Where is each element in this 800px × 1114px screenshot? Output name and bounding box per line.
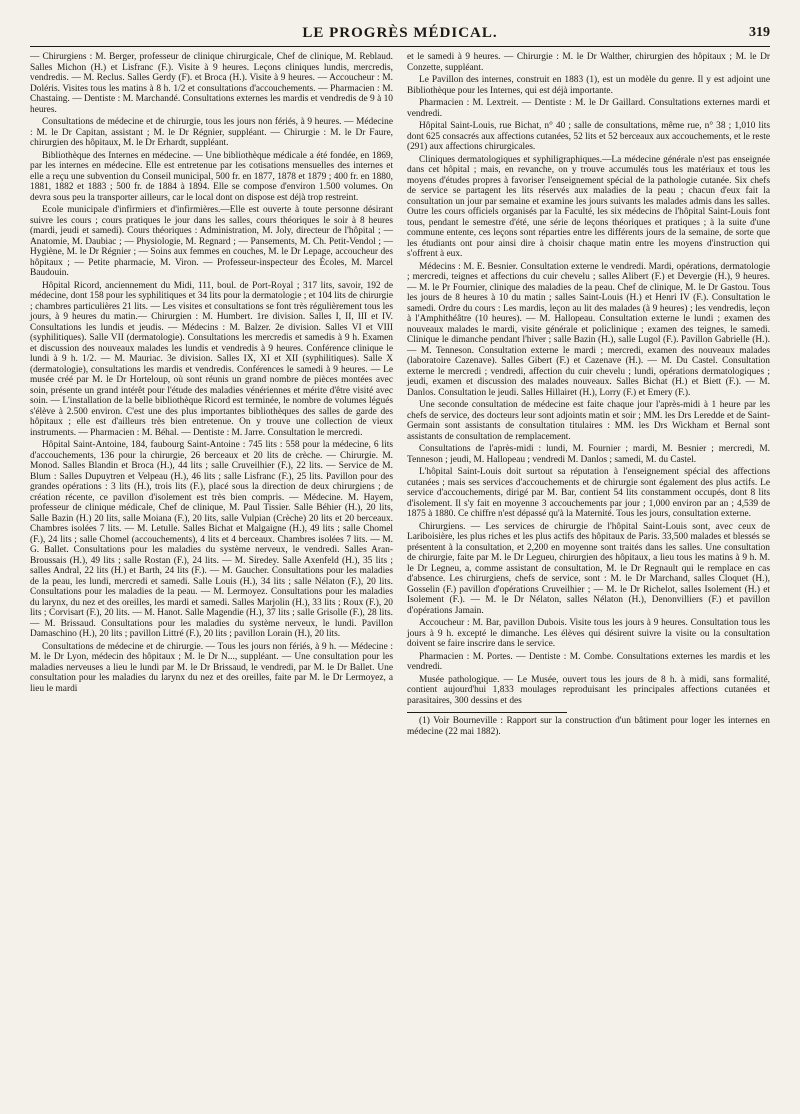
paragraph: — Chirurgiens : M. Berger, professeur de clinique chirurgicale, Chef de clinique, M. Reblaud. Salles Michon (H.) et Lisfranc (F.). Visite à 9 heures. Leçons cliniques lundis, mercredis, vendredis. — M. Reclus. Salles Gerdy (F). et Broca (H.). Visite à 9 heures. — Accoucheur : M. Doléris. Visites tous les matins à 8 h. 1/2 et consultations d'accouchements. — Pharmacien : M. Chastaing. — Dentiste : M. Marchandé. Consultations externes les mardis et vendredis de 9 à 10 heures. xyxy=(30,52,393,115)
left-column xyxy=(30,52,393,737)
paragraph: Médecins : M. E. Besnier. Consultation externe le vendredi. Mardi, opérations, dermatologie ; mercredi, teignes et affections du cuir chevelu ; salles Alibert (F.) et Devergie (H.), 9 heures. — M. le Pr Fournier, clinique des maladies de la peau. Chef de clinique, M. le Dr Gastou. Tous les jours de 8 heures à 10 du matin ; salles Saint-Louis (H.) et Henri IV (F.). Consultation le samedi. Ordre du cours : Les mardis, leçon au lit des malades (à 9 heures) ; les vendredis, leçon à l'Amphithéâtre (10 heures). — M. Hallopeau. Consultation externe le lundi ; examen des nouveaux malades le mardi, visite générale et policlinique ; examen des teignes, le samedi. Clinique le dimanche pendant l'hiver ; salle Bazin (H.), salle Lugol (F.). Pavillon Gabrielle (H.). — M. Tenneson. Consultation externe le mardi ; mercredi, examen des nouveaux malades (laboratoire Cazenave). Salles Gibert (F.) et Cazenave (H.). — M. Du Castel. Consultation externe le mercredi ; vendredi, affection du cuir chevelu ; lundi, opérations dermatologiques ; jeudi, examen et discussion des malades nouveaux. Salles Bichat (H.) et Biett (F.). — M. Danlos. Consultation le jeudi. Salles Hillairet (H.), Lorry (F.) et Emery (F.). xyxy=(407,261,770,398)
paragraph: Consultations de médecine et de chirurgie, tous les jours non fériés, à 9 heures. — Médecine : M. le Dr Capitan, assistant ; M. le Dr Régnier, suppléant. — Chirurgie : M. le Dr Faure, chirurgien des hôpitaux, M. le Dr Erhardt, suppléant. xyxy=(30,117,393,148)
paragraph: Musée pathologique. — Le Musée, ouvert tous les jours de 8 h. à midi, sans formalité, contient aujourd'hui 1,833 moulages reproduisant les principales affections cutanées et parasitaires, 300 dessins et des xyxy=(407,674,770,706)
text-columns xyxy=(30,52,770,737)
running-title: LE PROGRÈS MÉDICAL. xyxy=(302,25,498,41)
paragraph: Accoucheur : M. Bar, pavillon Dubois. Visite tous les jours à 9 heures. Consultation tous les jours à 9 h. excepté le dimanche. Les élèves qui désirent suivre la visite ou la consultation doivent se faire inscrire dans le service. xyxy=(407,618,770,649)
paragraph: Hôpital Saint-Louis, rue Bichat, n° 40 ; salle de consultations, même rue, n° 38 ; 1,010 lits dont 625 consacrés aux affections cutanées, 52 lits et 52 berceaux aux accouchements, et le reste (291) aux affections chirurgicales. xyxy=(407,121,770,152)
paragraph: Le Pavillon des internes, construit en 1883 (1), est un modèle du genre. Il y est adjoint une Bibliothèque pour les Internes, qui est déjà importante. xyxy=(407,75,770,96)
paragraph: et le samedi à 9 heures. — Chirurgie : M. le Dr Walther, chirurgien des hôpitaux ; M. le Dr Conzette, suppléant. xyxy=(407,52,770,73)
paragraph: Hôpital Saint-Antoine, 184, faubourg Saint-Antoine : 745 lits : 558 pour la médecine, 6 lits d'accouchements, 136 pour la chirurgie, 26 berceaux et 20 lits de crèche. — Chirurgie. M. Monod. Salles Blandin et Broca (H.), 44 lits ; salle Cruveilhier (F.), 22 lits. — Service de M. Blum : Salles Dupuytren et Velpeau (H.), 46 lits ; salle Lisfranc (F.), 25 lits. Pavillon pour des grandes opérations : 3 lits (H.), trois lits (F.), placé sous la direction de deux chirurgiens ; de création récente, ce pavillon d'isolement est très bien compris. — Médecine. M. Hayem, professeur de clinique médicale, Chef de clinique, M. Paul Tissier. Salle Béhier (H.), 20 lits, Salle Bazin (H.) 20 lits, salle Moiana (F.), 20 lits, salle Vulpian (Crèche) 20 lits et 20 berceaux. Chambres isolées 7 lits. — M. Letulle. Salles Bichat et Malgaigne (H.), 49 lits ; salle Chomel (F.), 24 lits ; salle Chomel (accouchements), 4 lits et 4 berceaux. Chambres isolées 7 lits. — M. G. Ballet. Consultations pour les maladies du système nerveux, le vendredi. Salles Aran-Broussais (H.), 49 lits ; salle Rostan (F.), 24 lits. — M. Siredey. Salle Axenfeld (H.), 35 lits ; salles Andral, 22 lits (H.) et Barth, 24 lits (F.). — M. Gaucher. Consultations pour les maladies de la peau, les lundi, mercredi et samedi. Salle Louis (H.), 34 lits ; salle Nélaton (F.), 20 lits. Consultations pour les maladies de la peau. — M. Lermoyez. Consultations pour les maladies du larynx, du nez et des oreilles, les mardi et samedi. Salles Marjolin (H.), 33 lits ; Roux (F.), 20 lits ; Corvisart (F.), 20 lits. — M. Hanot. Salle Magendie (H.), 37 lits ; salle Grisolle (F.), 28 lits. — M. Brissaud. Consultations pour les maladies du système nerveux, le lundi. Pavillon Damaschino (H.), 20 lits ; pavillon Littré (F.), 20 lits ; pavillon Lorain (H.), 20 lits. xyxy=(30,440,393,639)
paragraph: Consultations de médecine et de chirurgie. — Tous les jours non fériés, à 9 h. — Médecine : M. le Dr Lyon, médecin des hôpitaux ; M. le Dr N..., suppléant. — Une consultation pour les maladies nerveuses a lieu le lundi par M. le Dr Brissaud, le vendredi, par M. le Dr Ballet. Une consultation pour les maladies du larynx du nez et des oreilles, faite par M. le Dr Lermoyez, a lieu le mardi xyxy=(30,641,393,694)
paragraph: Ecole municipale d'infirmiers et d'infirmières.—Elle est ouverte à toute personne désirant suivre les cours ; cours pratiques le jour dans les salles, cours théoriques le soir à 8 heures (mardi, jeudi et samedi). Cours théoriques : Administration, M. Joly, directeur de l'hôpital ; — Anatomie, M. Daubiac ; — Physiologie, M. Regnard ; — Pansements, M. Ch. Petit-Vendol ; — Hygiène, M. le Dr Régnier ; — Soins aux femmes en couches, M. le Dr Lepage, accoucheur des hôpitaux ; — Petite pharmacie, M. Viron. — Professeur-inspecteur des Écoles, M. Marcel Baudouin. xyxy=(30,205,393,278)
footnote-rule xyxy=(407,712,567,713)
footnote: (1) Voir Bourneville : Rapport sur la construction d'un bâtiment pour loger les internes en médecine (22 mai 1882). xyxy=(407,716,770,737)
page-header xyxy=(30,22,770,47)
paragraph: Pharmacien : M. Portes. — Dentiste : M. Combe. Consultations externes les mardis et les vendredi. xyxy=(407,651,770,672)
page-number: 319 xyxy=(749,25,770,40)
paragraph: Hôpital Ricord, anciennement du Midi, 111, boul. de Port-Royal ; 317 lits, savoir, 192 de médecine, dont 158 pour les syphilitiques et 34 lits pour la dermatologie ; et 104 lits de chirurgie ; chambres particulières 21 lits. — Les visites et consultations se font très régulièrement tous les jours, à 9 heures du matin.— Chirurgien : M. Humbert. 1re division. Salles I, II, III et IV. Consultations les lundis et jeudis. — Médecins : M. Balzer. 2e division. Salles VI et VIII (syphilitiques). Salle VII (dermatologie). Consultations les mercredis et samedis à 9 h. Examen et discussion des nouveaux malades les lundis et vendredis à 9 heures. Conférence clinique le lundi à 9 h. 1/2. — M. Mauriac. 3e division. Salles IX, XI et XII (syphilitiques). Salle X (dermatologie), consultations les mardis et vendredis. Conférences le samedi à 9 heures. — Le musée créé par M. le Dr Horteloup, où sont réunis un grand nombre de pièces montées avec soin, présente un grand intérêt pour l'étude des maladies vénériennes et mérite d'être visité avec soin. — L'installation de la belle bibliothèque Ricord est terminée, le nombre de volumes légués s'élève à 2.500 environ. C'est une des plus importantes bibliothèques des salles de garde des hôpitaux ; elle est d'ailleurs très bien entretenue. On y trouve une collection de vieux instruments. — Pharmacien : M. Béhal. — Dentiste : M. Jarre. Consultation le mercredi. xyxy=(30,280,393,438)
paragraph: Consultations de l'après-midi : lundi, M. Fournier ; mardi, M. Besnier ; mercredi, M. Tenneson ; jeudi, M. Hallopeau ; vendredi M. Danlos ; samedi, M. du Castel. xyxy=(407,444,770,465)
paragraph: Pharmacien : M. Lextreit. — Dentiste : M. le Dr Gaillard. Consultations externes mardi et vendredi. xyxy=(407,98,770,119)
paragraph: Bibliothèque des Internes en médecine. — Une bibliothèque médicale a été fondée, en 1869, par les internes en médecine. Elle est entretenue par les cotisations mensuelles des internes et elle a reçu une subvention du Conseil municipal, 500 fr. en 1877, 1878 et 1879 ; 400 fr. en 1880, 1881, 1882 et 1883 ; 500 fr. de 1884 à 1894. Elle se compose d'environ 1.500 volumes. On devra sous peu la transporter ailleurs, car le local dont on dispose est déjà trop restreint. xyxy=(30,150,393,203)
paragraph: Une seconde consultation de médecine est faite chaque jour l'après-midi à 1 heure par les chefs de service, des docteurs leur sont adjoints matin et soir ; MM. les Drs Leredde et de Saint-Germain sont assistants de consultation titulaires : MM. les Drs Wickham et Bernal sont assistants de consultation de remplacement. xyxy=(407,400,770,442)
paragraph: L'hôpital Saint-Louis doit surtout sa réputation à l'enseignement spécial des affections cutanées ; mais ses services d'accouchements et de chirurgie sont également des plus actifs. Le service d'accouchements, dirigé par M. Bar, contient 54 lits constamment occupés, dont 8 lits d'isolement. Il s'y fait en moyenne 3 accouchements par jour ; 1,000 environ par an ; 4,539 de 1875 à 1880. Ce chiffre n'est dépassé qu'à la Maternité. Tous les jours, consultation externe. xyxy=(407,467,770,519)
paragraph: Cliniques dermatologiques et syphiligraphiques.—La médecine générale n'est pas enseignée dans cet hôpital ; mais, en revanche, on y trouve accumulés tous les matériaux et tous les moyens d'études propres à favoriser l'enseignement spécial de la pathologie cutanée. Six chefs de service se partagent les lits réservés aux maladies de la peau ; chacun d'eux fait la consultation un jour par semaine et examine les jours suivants les malades admis dans les salles. Outre les cours officiels organisés par la Faculté, les six médecins de l'hôpital Saint-Louis font tous, pendant le semestre d'été, une série de leçons théoriques et pratiques ; à la suite d'une commune entente, ces leçons sont réparties entre les différents jours de la semaine, de sorte que les étudiants ont pour ainsi dire à choisir chaque matin entre les moyens d'instruction qui s'offrent à eux. xyxy=(407,154,770,259)
right-column xyxy=(407,52,770,737)
paragraph: Chirurgiens. — Les services de chirurgie de l'hôpital Saint-Louis sont, avec ceux de Lariboisière, les plus riches et les plus actifs des hôpitaux de Paris. 33,500 malades et blessés se présentent à la consultation, et 2,200 en moyenne sont traités dans les salles. Une consultation de chirurgie, faite par M. le Dr Legueu, chirurgien des hôpitaux, a lieu tous les matins à 9 h. M. le Dr Legneu, a, comme assistant de consultation, M. le Dr Regnault qui le remplace en cas d'absence. Les chirurgiens, chefs de service, sont : M. le Dr Marchand, salles Cloquet (H.), Gosselin (F.) pavillon d'opérations Cruveilhier ; — M. le Dr Richelot, salles Isolement (H.) et Isolement (F.). — M. le Dr Nélaton, salles Nélaton (H.), Denonvilliers (F.) et pavillon d'opérations Jamain. xyxy=(407,521,770,616)
